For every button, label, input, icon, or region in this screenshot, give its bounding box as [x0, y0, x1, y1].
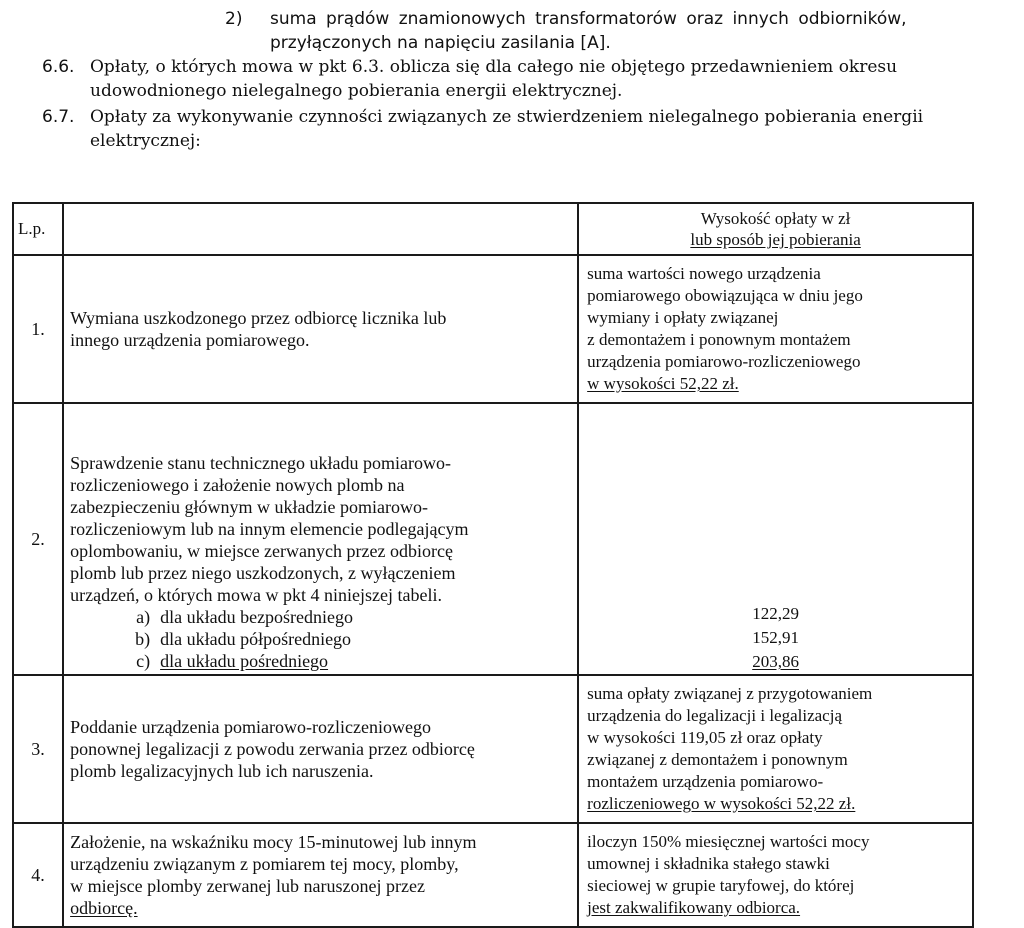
paragraph-6-6-line-2: udowodnionego nielegalnego pobierania energii elektrycznej. [90, 81, 623, 101]
row-2-desc-line: zabezpieczeniu głównym w układzie pomiarowo- [70, 497, 428, 517]
item-2-line-1: suma prądów znamionowych transformatorów oraz innych odbiorników, [270, 9, 907, 29]
paragraph-6-7-number: 6.7. [42, 107, 75, 127]
header-fee [578, 203, 973, 255]
table-row [13, 255, 973, 403]
row-4-desc-line: Założenie, na wskaźniku mocy 15-minutowej lub innym [70, 832, 477, 852]
subitem-c-letter: c) [136, 651, 151, 671]
row-2-desc-line: rozliczeniowym lub na innym elemencie podlegającym [70, 519, 469, 539]
fee-table [12, 202, 974, 928]
row-2-desc-line: rozliczeniowego i założenie nowych plomb na [70, 475, 405, 495]
header-lp: L.p. [13, 203, 63, 255]
subitem-b-value: 152,91 [752, 628, 799, 647]
row-2-fee [578, 403, 973, 675]
row-1-fee-line: suma wartości nowego urządzenia [587, 264, 821, 283]
subitem-b-label: dla układu półpośredniego [160, 629, 352, 649]
row-3-desc-line: Poddanie urządzenia pomiarowo-rozliczeniowego [70, 717, 431, 737]
header-fee-line-1: Wysokość opłaty w zł [700, 209, 851, 228]
subitem-c-label: dla układu pośredniego [160, 651, 329, 671]
row-3-lp: 3. [13, 675, 63, 823]
row-4-fee [578, 823, 973, 927]
row-4-desc-line: w miejsce plomby zerwanej lub naruszonej przez [70, 876, 425, 896]
row-2-desc-line: oplombowaniu, w miejsce zerwanych przez odbiorcę [70, 541, 453, 561]
subitem-a-letter: a) [136, 607, 151, 627]
row-4-fee-line: sieciowej w grupie taryfowej, do której [587, 876, 855, 895]
row-1-fee-line: urządzenia pomiarowo-rozliczeniowego [587, 352, 861, 371]
paragraph-6-6-number: 6.6. [42, 57, 75, 77]
row-4-desc-line: urządzeniu związanym z pomiarem tej mocy, plomby, [70, 854, 459, 874]
table-header-row [13, 203, 973, 255]
subitem-a-value: 122,29 [752, 604, 799, 623]
row-3-description [63, 675, 578, 823]
table-row [13, 403, 973, 675]
row-1-fee-line: wymiany i opłaty związanej [587, 308, 779, 327]
subitem-a-label: dla układu bezpośredniego [160, 607, 354, 627]
table-row [13, 675, 973, 823]
row-1-description [63, 255, 578, 403]
subitem-b-letter: b) [135, 629, 151, 649]
row-4-lp: 4. [13, 823, 63, 927]
row-3-desc-line: plomb legalizacyjnych lub ich naruszenia. [70, 761, 374, 781]
row-4-description [63, 823, 578, 927]
row-3-fee-line: urządzenia do legalizacji i legalizacją [587, 706, 842, 725]
row-1-desc-line: innego urządzenia pomiarowego. [70, 330, 310, 350]
subitem-a [70, 606, 571, 628]
row-3-desc-line: ponownej legalizacji z powodu zerwania przez odbiorcę [70, 739, 475, 759]
row-3-fee [578, 675, 973, 823]
row-3-fee-line: suma opłaty związanej z przygotowaniem [587, 684, 873, 703]
subitem-c [70, 650, 571, 672]
header-fee-line-2: lub sposób jej pobierania [690, 230, 861, 249]
row-3-fee-line: w wysokości 119,05 zł oraz opłaty [587, 728, 823, 747]
row-1-desc-line: Wymiana uszkodzonego przez odbiorcę licznika lub [70, 308, 447, 328]
row-2-desc-line: Sprawdzenie stanu technicznego układu pomiarowo- [70, 453, 451, 473]
row-3-fee-line: związanej z demontażem i ponownym [587, 750, 848, 769]
paragraph-6-7-line-1: Opłaty za wykonywanie czynności związanych ze stwierdzeniem nielegalnego pobierania energii [90, 107, 924, 127]
table-row [13, 823, 973, 927]
row-2-desc-line: urządzeń, o których mowa w pkt 4 niniejszej tabeli. [70, 585, 442, 605]
row-1-fee-line: pomiarowego obowiązująca w dniu jego [587, 286, 863, 305]
subitem-b [70, 628, 571, 650]
row-4-fee-line: iloczyn 150% miesięcznej wartości mocy [587, 832, 870, 851]
row-3-fee-line: montażem urządzenia pomiarowo- [587, 772, 824, 791]
row-1-lp: 1. [13, 255, 63, 403]
row-2-description [63, 403, 578, 675]
row-4-desc-line: odbiorcę. [70, 898, 138, 918]
row-1-fee-line: z demontażem i ponownym montażem [587, 330, 851, 349]
row-1-fee-line: w wysokości 52,22 zł. [587, 374, 739, 393]
row-3-fee-line: rozliczeniowego w wysokości 52,22 zł. [587, 794, 856, 813]
item-2-marker: 2) [225, 9, 243, 29]
row-2-desc-line: plomb lub przez niego uszkodzonych, z wyłączeniem [70, 563, 456, 583]
row-4-fee-line: jest zakwalifikowany odbiorca. [587, 898, 801, 917]
paragraph-6-6-line-1: Opłaty, o których mowa w pkt 6.3. oblicza się dla całego nie objętego przedawnieniem okresu [90, 57, 898, 77]
header-description [63, 203, 578, 255]
subitem-c-value: 203,86 [752, 652, 799, 671]
row-4-fee-line: umownej i składnika stałego stawki [587, 854, 830, 873]
row-2-lp: 2. [13, 403, 63, 675]
row-1-fee [578, 255, 973, 403]
paragraph-6-7-line-2: elektrycznej: [90, 131, 201, 151]
item-2-line-2: przyłączonych na napięciu zasilania [A]. [270, 33, 611, 53]
